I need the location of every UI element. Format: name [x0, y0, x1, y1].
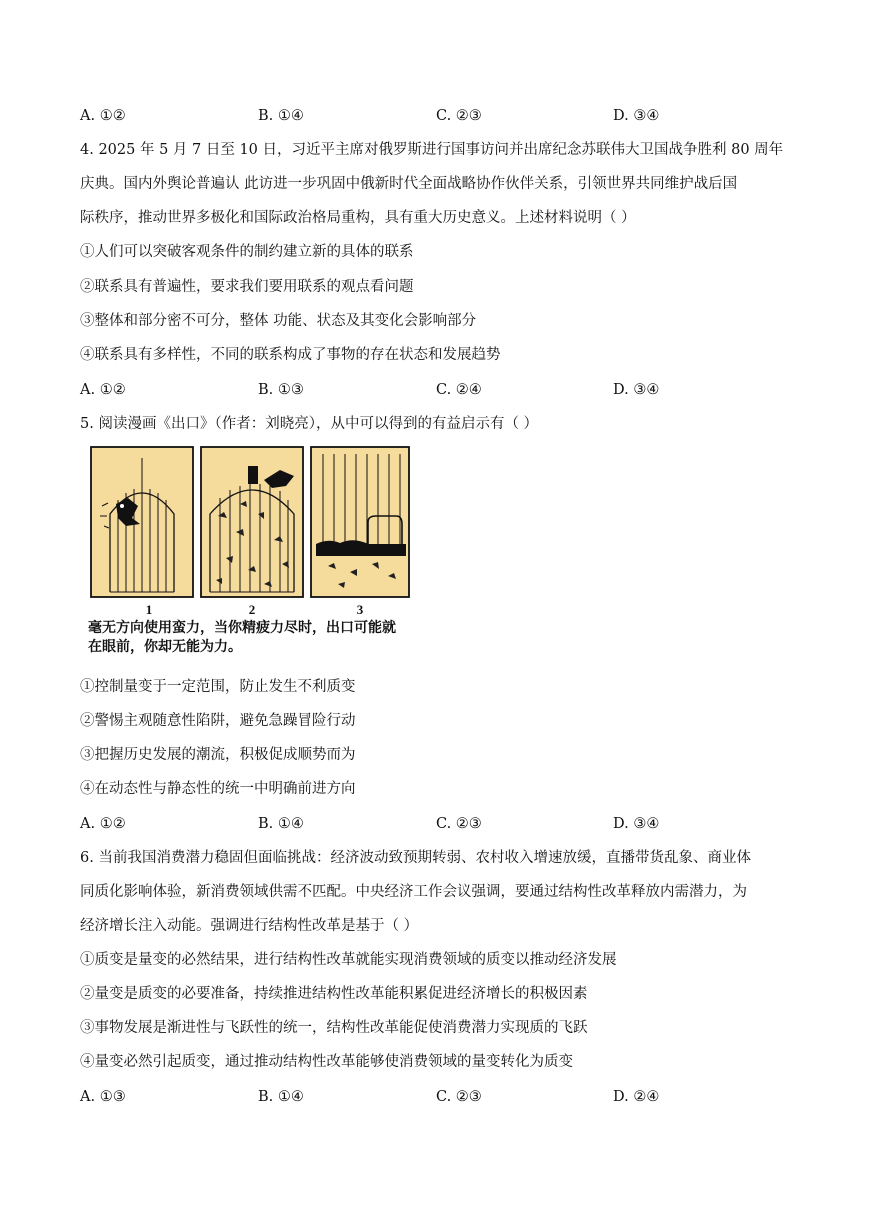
q5-option-a: A. ①② — [80, 816, 126, 832]
q3-option-d: D. ③④ — [613, 108, 660, 124]
q5-statement-1: ①控制量变于一定范围，防止发生不利质变 — [80, 679, 356, 695]
comic-panel-number-3: 3 — [356, 602, 364, 617]
q6-option-a: A. ①③ — [80, 1089, 126, 1105]
q5-option-c: C. ②③ — [436, 816, 482, 832]
q5-statement-4: ④在动态性与静态性的统一中明确前进方向 — [80, 781, 356, 797]
q4-option-d: D. ③④ — [613, 382, 660, 398]
q3-option-b: B. ①④ — [258, 108, 304, 124]
comic-panel-number-1: 1 — [145, 602, 153, 617]
q6-stem-line-2: 同质化影响体验，新消费领域供需不匹配。中央经济工作会议强调，要通过结构性改革释放内需潜力，为 — [80, 884, 747, 900]
q5-statement-2: ②警惕主观随意性陷阱，避免急躁冒险行动 — [80, 713, 356, 729]
q4-statement-4: ④联系具有多样性，不同的联系构成了事物的存在状态和发展趋势 — [80, 347, 501, 363]
q6-statement-2: ②量变是质变的必要准备，持续推进结构性改革能积累促进经济增长的积极因素 — [80, 986, 588, 1002]
q6-option-d: D. ②④ — [613, 1089, 660, 1105]
q4-option-c: C. ②④ — [436, 382, 482, 398]
q6-statement-3: ③事物发展是渐进性与飞跃性的统一，结构性改革能促使消费潜力实现质的飞跃 — [80, 1020, 588, 1036]
comic-panel-3 — [311, 447, 409, 597]
q6-statement-4: ④量变必然引起质变，通过推动结构性改革能够使消费领域的量变转化为质变 — [80, 1054, 573, 1070]
q6-option-b: B. ①④ — [258, 1089, 304, 1105]
q4-statement-3: ③整体和部分密不可分，整体 功能、状态及其变化会影响部分 — [80, 313, 477, 329]
q4-stem-line-1: 4. 2025 年 5 月 7 日至 10 日，习近平主席对俄罗斯进行国事访问并出席纪念苏联伟大卫国战争胜利 80 周年 — [80, 142, 784, 158]
comic-panel-1 — [91, 447, 193, 597]
q4-option-a: A. ①② — [80, 382, 126, 398]
q5-statement-3: ③把握历史发展的潮流，积极促成顺势而为 — [80, 747, 356, 763]
comic-panel-2 — [201, 447, 303, 597]
q4-stem-line-2: 庆典。国内外舆论普遍认 此访进一步巩固中俄新时代全面战略协作伙伴关系，引领世界共同维护战后国 — [80, 176, 738, 192]
q4-statement-1: ①人们可以突破客观条件的制约建立新的具体的联系 — [80, 244, 414, 260]
q4-option-b: B. ①③ — [258, 382, 304, 398]
q5-stem: 5. 阅读漫画《出口》（作者：刘晓亮），从中可以得到的有益启示有（ ） — [80, 416, 539, 432]
q6-stem-line-1: 6. 当前我国消费潜力稳固但面临挑战：经济波动致预期转弱、农村收入增速放缓，直播带货乱象、商业体 — [80, 850, 751, 866]
comic-panel-number-2: 2 — [248, 602, 256, 617]
comic-exit — [88, 444, 432, 662]
comic-caption-line-2: 在眼前，你却无能为力。 — [88, 639, 242, 655]
comic-caption-line-1: 毫无方向使用蛮力，当你精疲力尽时，出口可能就 — [88, 620, 396, 636]
q4-statement-2: ②联系具有普遍性，要求我们要用联系的观点看问题 — [80, 279, 414, 295]
q3-option-a: A. ①② — [80, 108, 126, 124]
q5-option-b: B. ①④ — [258, 816, 304, 832]
q3-option-c: C. ②③ — [436, 108, 482, 124]
q6-statement-1: ①质变是量变的必然结果，进行结构性改革就能实现消费领域的质变以推动经济发展 — [80, 952, 617, 968]
q4-stem-line-3: 际秩序，推动世界多极化和国际政治格局重构，具有重大历史意义。上述材料说明（ ） — [80, 210, 636, 226]
q6-option-c: C. ②③ — [436, 1089, 482, 1105]
q6-stem-line-3: 经济增长注入动能。强调进行结构性改革是基于（ ） — [80, 918, 419, 934]
q5-option-d: D. ③④ — [613, 816, 660, 832]
